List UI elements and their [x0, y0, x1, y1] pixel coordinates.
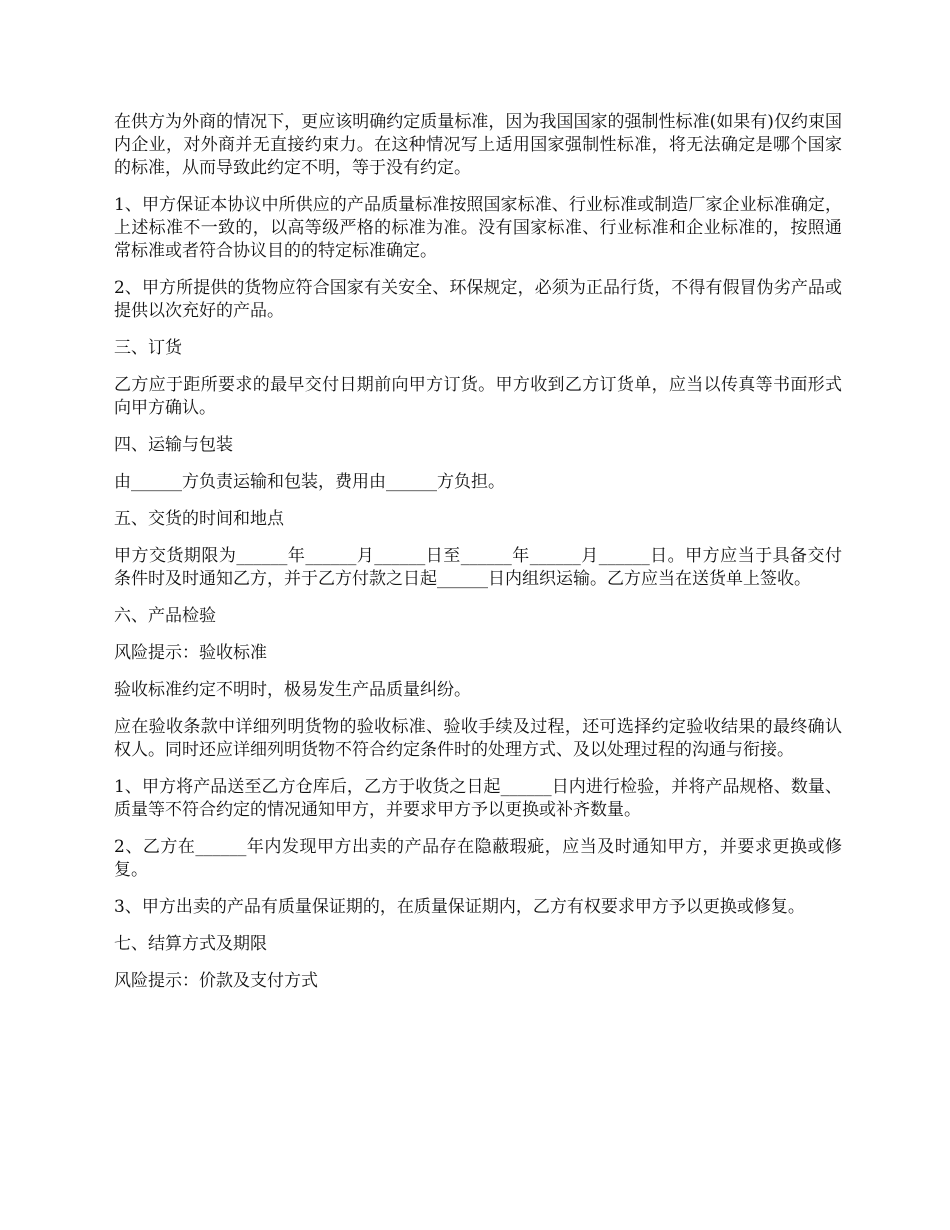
document-page: [114, 111, 842, 1007]
risk-note-acceptance-standard: 风险提示：验收标准: [114, 643, 267, 663]
section-heading-product-inspection: 六、产品检验: [114, 606, 216, 626]
paragraph-quality-standard-1: 1、甲方保证本协议中所供应的产品质量标准按照国家标准、行业标准或制造厂家企业标准确定，上述标准不一致的，以高等级严格的标准为准。没有国家标准、行业标准和企业标准的，按照通常标准或者符合协议目的的特定标准确定。: [114, 195, 842, 261]
paragraph-transport-packaging: 由______方负责运输和包装，费用由______方负担。: [114, 472, 505, 492]
paragraph-foreign-supplier-standard: 在供方为外商的情况下，更应该明确约定质量标准，因为我国国家的强制性标准(如果有)仅约束国内企业，对外商并无直接约束力。在这种情况写上适用国家强制性标准，将无法确定是哪个国家的标准，从而导致此约定不明，等于没有约定。: [114, 112, 842, 178]
paragraph-inspection-2: 2、乙方在______年内发现甲方出卖的产品存在隐蔽瑕疵，应当及时通知甲方，并要求更换或修复。: [114, 837, 842, 880]
paragraph-delivery-time-place: 甲方交货期限为______年______月______日至______年______月______日。甲方应当于具备交付条件时及时通知乙方，并于乙方付款之日起______日内组织运输。乙方应当在送货单上签收。: [114, 546, 842, 589]
risk-note-payment-method: 风险提示：价款及支付方式: [114, 971, 318, 991]
paragraph-quality-standard-2: 2、甲方所提供的货物应符合国家有关安全、环保规定，必须为正品行货，不得有假冒伪劣产品或提供以次充好的产品。: [114, 278, 842, 321]
paragraph-inspection-3: 3、甲方出卖的产品有质量保证期的，在质量保证期内，乙方有权要求甲方予以更换或修复。: [114, 897, 805, 917]
section-heading-ordering: 三、订货: [114, 338, 182, 358]
paragraph-acceptance-clause: 应在验收条款中详细列明货物的验收标准、验收手续及过程，还可选择约定验收结果的最终确认权人。同时还应详细列明货物不符合约定条件时的处理方式、及以处理过程的沟通与衔接。: [114, 717, 842, 760]
section-heading-delivery-time-place: 五、交货的时间和地点: [114, 509, 284, 529]
section-heading-settlement: 七、结算方式及期限: [114, 934, 267, 954]
paragraph-inspection-1: 1、甲方将产品送至乙方仓库后，乙方于收货之日起______日内进行检验，并将产品规格、数量、质量等不符合约定的情况通知甲方，并要求甲方予以更换或补齐数量。: [114, 777, 842, 820]
section-heading-transport-packaging: 四、运输与包装: [114, 435, 233, 455]
paragraph-acceptance-unclear: 验收标准约定不明时，极易发生产品质量纠纷。: [114, 680, 471, 700]
paragraph-ordering: 乙方应于距所要求的最早交付日期前向甲方订货。甲方收到乙方订货单，应当以传真等书面形式向甲方确认。: [114, 375, 842, 418]
